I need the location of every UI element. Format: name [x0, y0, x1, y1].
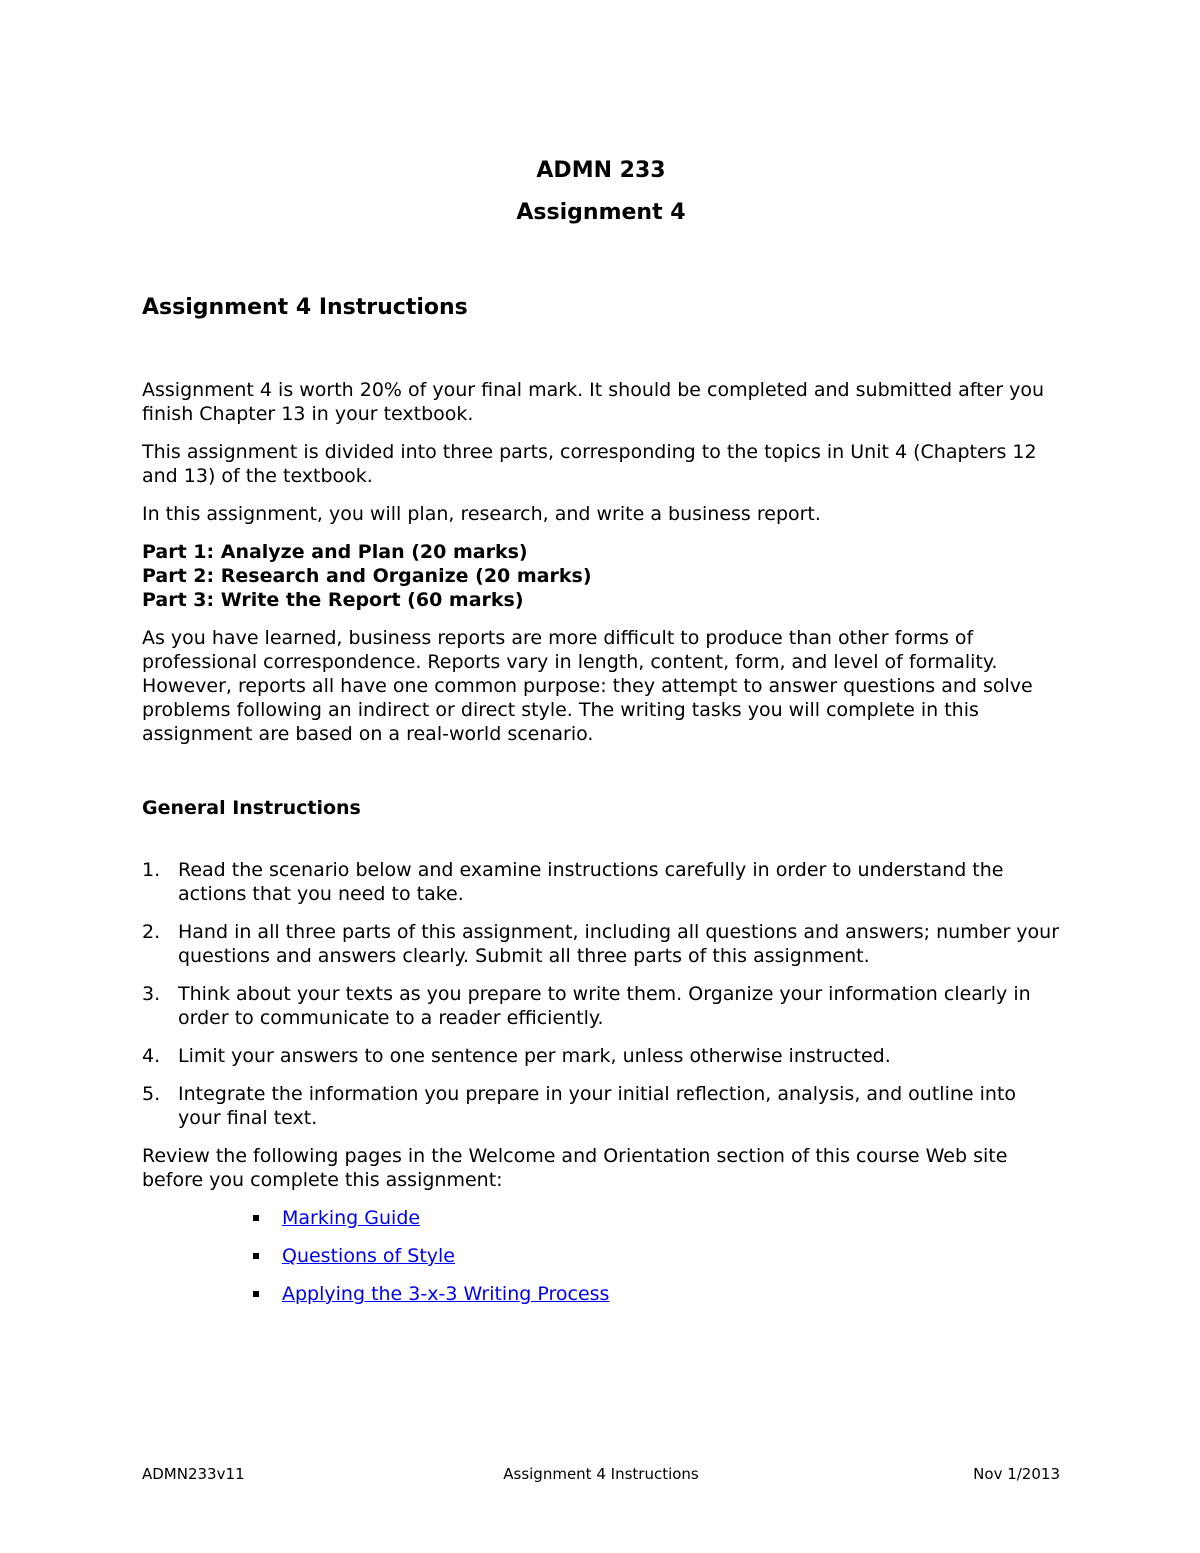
list-item-text: Think about your texts as you prepare to write them. Organize your information clearly in order to communicate to a reader efficiently. — [178, 983, 1031, 1029]
square-bullet-icon — [253, 1291, 259, 1297]
questions-of-style-link[interactable]: Questions of Style — [282, 1245, 455, 1267]
link-item — [142, 1282, 1060, 1306]
list-item — [142, 982, 1060, 1030]
list-item — [142, 920, 1060, 968]
list-item-text: Limit your answers to one sentence per mark, unless otherwise instructed. — [178, 1045, 891, 1067]
list-item — [142, 858, 1060, 906]
general-instructions-heading: General Instructions — [142, 797, 361, 819]
paragraph-parts: This assignment is divided into three parts, corresponding to the topics in Unit 4 (Chapters 12 and 13) of the textbook. — [142, 441, 1037, 487]
part-2: Part 2: Research and Organize (20 marks) — [142, 565, 592, 587]
list-number: 5. — [142, 1083, 161, 1105]
list-number: 3. — [142, 983, 161, 1005]
list-item-text: Read the scenario below and examine instructions carefully in order to understand the actions that you need to take. — [178, 859, 1004, 905]
writing-process-link[interactable]: Applying the 3-x-3 Writing Process — [282, 1283, 610, 1305]
list-item-text: Hand in all three parts of this assignment, including all questions and answers; number your questions and answers clearly. Submit all three parts of this assignment. — [178, 921, 1060, 967]
square-bullet-icon — [253, 1215, 259, 1221]
paragraph-plan: In this assignment, you will plan, research, and write a business report. — [142, 503, 821, 525]
link-item — [142, 1206, 1060, 1230]
link-item — [142, 1244, 1060, 1268]
assignment-title: Assignment 4 — [516, 200, 686, 225]
review-links-list — [142, 1206, 1060, 1306]
part-3: Part 3: Write the Report (60 marks) — [142, 589, 524, 611]
main-body — [142, 378, 1060, 760]
list-item-text: Integrate the information you prepare in your initial reflection, analysis, and outline into your final text. — [178, 1083, 1017, 1129]
section-heading: Assignment 4 Instructions — [142, 295, 468, 320]
list-item — [142, 1044, 1060, 1068]
list-item — [142, 1082, 1060, 1130]
general-instructions — [142, 858, 1060, 1320]
instructions-list — [142, 858, 1060, 1130]
page-footer — [142, 1463, 1060, 1485]
intro-paragraph: As you have learned, business reports are more difficult to produce than other forms of professional correspondence. Reports vary in length, content, form, and level of formality. However, reports all have one common purpose: they attempt to answer questions and solve problems following an indirect or direct style. The writing tasks you will complete in this assignment are based on a real-world scenario. — [142, 627, 1033, 745]
list-number: 2. — [142, 921, 161, 943]
list-number: 4. — [142, 1045, 161, 1067]
review-paragraph: Review the following pages in the Welcome and Orientation section of this course Web site before you complete this assignment: — [142, 1145, 1008, 1191]
course-code-title: ADMN 233 — [536, 158, 666, 183]
square-bullet-icon — [253, 1253, 259, 1259]
footer-version: ADMN233v11 — [142, 1465, 245, 1483]
parts-list — [142, 540, 1060, 612]
marking-guide-link[interactable]: Marking Guide — [282, 1207, 421, 1229]
part-1: Part 1: Analyze and Plan (20 marks) — [142, 541, 528, 563]
list-number: 1. — [142, 859, 161, 881]
footer-date: Nov 1/2013 — [973, 1465, 1060, 1483]
paragraph-worth: Assignment 4 is worth 20% of your final mark. It should be completed and submitted after you finish Chapter 13 in your textbook. — [142, 379, 1045, 425]
footer-title: Assignment 4 Instructions — [503, 1465, 699, 1483]
